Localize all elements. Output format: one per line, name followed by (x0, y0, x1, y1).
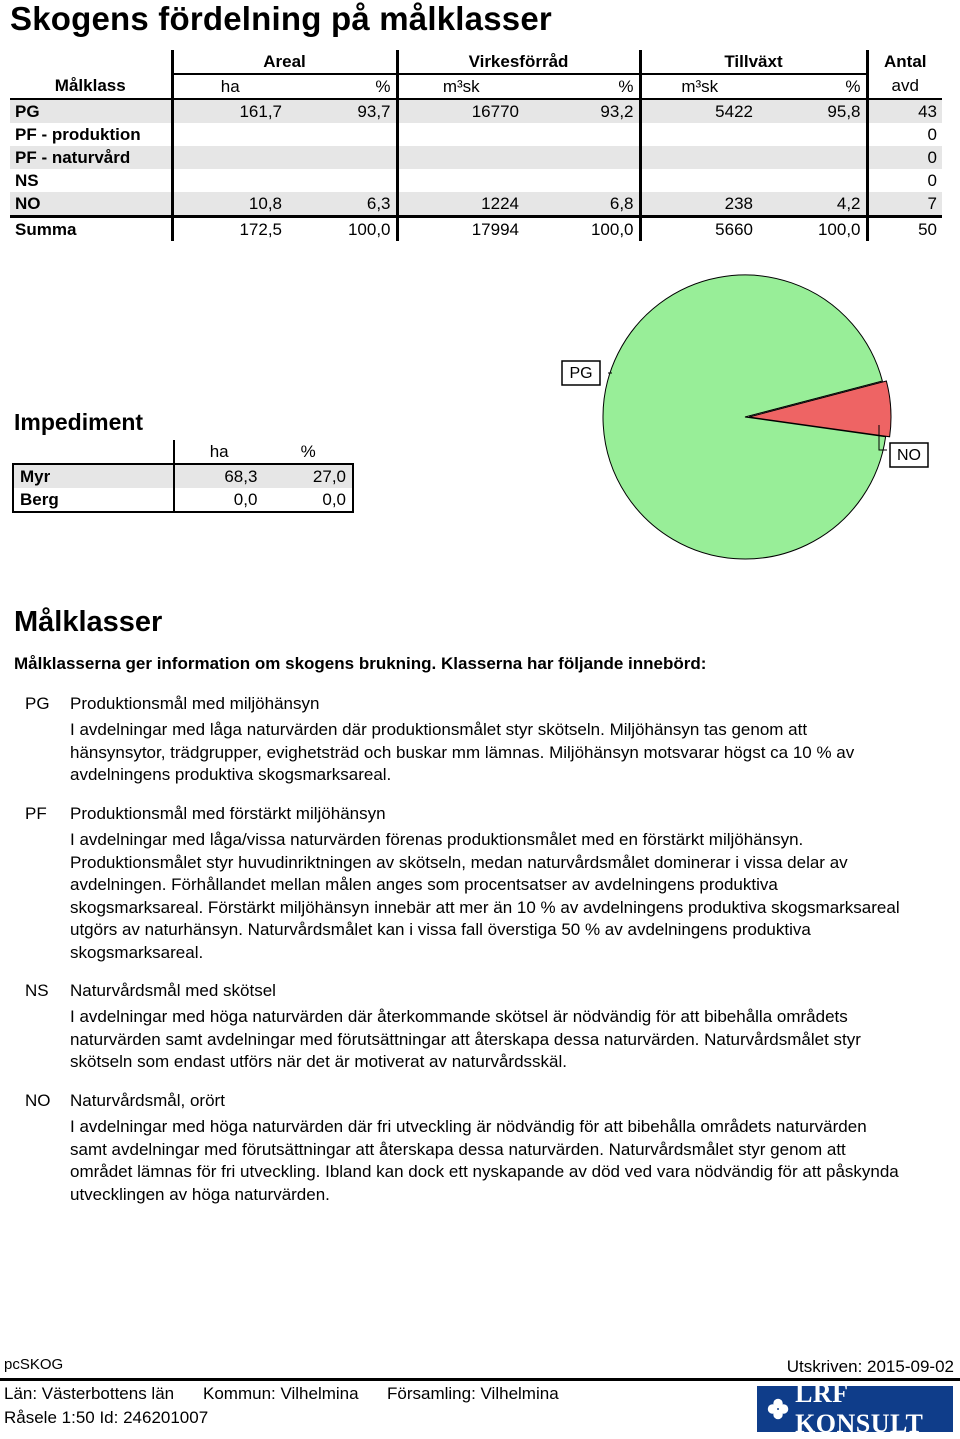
table-cell (397, 146, 524, 169)
group-header-virkesforrad: Virkesförråd (397, 50, 640, 74)
class-title-ns: Naturvårdsmål med skötsel (70, 981, 276, 1000)
row-label: Summa (10, 217, 172, 242)
table-cell: 93,7 (287, 99, 397, 123)
table-cell (640, 169, 758, 192)
page-title: Skogens fördelning på målklasser (10, 0, 552, 37)
table-cell (172, 169, 287, 192)
malklasser-title: Målklasser (14, 606, 163, 638)
class-body-ns: I avdelningar med höga naturvärden där återkommande skötsel är nödvändig för att bibehålla områdets naturvärden samt avdelningar med förutsättningar att återskapa dessa naturvärden. Naturvårdsmålet styr skötseln som endast utförs när det är motiverat av naturvårdsskäl. (70, 1007, 861, 1071)
footer-property: Råsele 1:50 Id: 246201007 (4, 1408, 209, 1427)
class-code-pg: PG (25, 694, 50, 713)
table-cell: 5422 (640, 99, 758, 123)
clover-icon (767, 1395, 789, 1423)
class-title-no: Naturvårdsmål, orört (70, 1091, 225, 1110)
class-title-pf: Produktionsmål med förstärkt miljöhänsyn (70, 804, 386, 823)
table-cell: 100,0 (524, 217, 640, 242)
pie-label-pg: PG (569, 365, 593, 382)
pie-label-no: NO (897, 447, 921, 464)
impediment-row (13, 488, 353, 512)
table-row (10, 192, 942, 217)
table-cell: 100,0 (758, 217, 867, 242)
table-row (10, 99, 942, 123)
footer-forsamling: Församling: Vilhelmina (387, 1384, 559, 1403)
class-body-no: I avdelningar med höga naturvärden där fri utveckling är nödvändig för att bibehålla områdets naturvärden samt avdelningar med förutsättningar att återskapa dessa naturvärden. Naturvårdsmålet styr genom att området lämnas för fri utveckling. Ibland kan dock ett nyskapande av död ved vara nödvändig för att påskynda utvecklingen av höga naturvärden. (70, 1117, 899, 1204)
table-cell: 95,8 (758, 99, 867, 123)
table-cell (524, 169, 640, 192)
table-cell: 6,8 (524, 192, 640, 217)
table-cell (172, 123, 287, 146)
distribution-table (10, 50, 942, 241)
table-row (10, 169, 942, 192)
row-label: Berg (13, 488, 174, 512)
row-label: NO (10, 192, 172, 217)
pie-slices (603, 275, 891, 559)
table-row (10, 123, 942, 146)
table-cell: 16770 (397, 99, 524, 123)
impediment-header-row (13, 440, 353, 464)
table-cell (287, 146, 397, 169)
sub-header-m3sk: m³sk (640, 74, 758, 99)
table-cell: 93,2 (524, 99, 640, 123)
pie-chart (550, 265, 950, 565)
table-cell: 6,3 (287, 192, 397, 217)
row-label: PF - produktion (15, 124, 141, 144)
table-cell: 4,2 (758, 192, 867, 217)
impediment-title: Impediment (14, 409, 144, 435)
class-body-pg: I avdelningar med låga naturvärden där produktionsmålet styr skötseln. Miljöhänsyn tas genom att hänsynsytor, trädgrupper, evighetsträd och buskar mm lämnas. Miljöhänsyn motsvarar högst ca 10 % av avdelningens produktiva skogsmarksareal. (70, 720, 855, 784)
row-label: Myr (13, 464, 174, 488)
malklasser-intro: Målklasserna ger information om skogens brukning. Klasserna har följande innebörd: (14, 654, 707, 673)
class-code-no: NO (25, 1091, 51, 1110)
table-cell (524, 123, 640, 146)
impediment-header-ha: ha (174, 440, 264, 464)
impediment-table (12, 440, 354, 513)
logo-text: LRF KONSULT (795, 1379, 924, 1438)
group-header-antal: Antal (867, 50, 942, 74)
class-title-pg: Produktionsmål med miljöhänsyn (70, 694, 320, 713)
total-row (10, 217, 942, 242)
table-cell (758, 169, 867, 192)
lrf-konsult-logo (757, 1379, 953, 1438)
sub-header-malklass: Målklass (10, 74, 172, 99)
table-cell: 172,5 (172, 217, 287, 242)
table-cell: 27,0 (263, 464, 353, 488)
table-cell: 0,0 (174, 488, 264, 512)
table-cell (172, 146, 287, 169)
table-cell (758, 123, 867, 146)
class-code-ns: NS (25, 981, 49, 1000)
table-cell (287, 169, 397, 192)
table-cell: 0 (867, 169, 942, 192)
table-cell (397, 123, 524, 146)
table-cell (397, 169, 524, 192)
row-label: PG (10, 99, 172, 123)
sub-header-avd: avd (867, 74, 942, 99)
sub-header-m3sk: m³sk (397, 74, 524, 99)
footer-lan: Län: Västerbottens län (4, 1384, 175, 1403)
software-name: pcSKOG (4, 1356, 64, 1373)
table-cell: 43 (867, 99, 942, 123)
table-cell: 7 (867, 192, 942, 217)
table-cell: 0 (867, 123, 942, 146)
impediment-header-pct: % (263, 440, 353, 464)
impediment-row (13, 464, 353, 488)
table-cell: 68,3 (174, 464, 264, 488)
table-cell: 0,0 (263, 488, 353, 512)
class-body-pf: I avdelningar med låga/vissa naturvärden förenas produktionsmålet med en förstärkt miljöhänsyn. Produktionsmålet styr huvudinriktningen av skötseln, medan naturvårdsmålet dominerar i vissa delar av avdelningen. Förhållandet mellan målen anges som procentsatser av avdelningens produktiva skogsmarksareal. Förstärkt miljöhänsyn innebär att mer än 10 % av avdelningens produktiva skogsmarksareal utgörs av naturhänsyn. Naturvårdsmålet kan i vissa fall överstiga 50 % av avdelningens produktiva skogsmarksareal. (70, 830, 900, 962)
sub-header-ha: ha (172, 74, 287, 99)
table-cell: 161,7 (172, 99, 287, 123)
table-cell (640, 123, 758, 146)
table-cell: 5660 (640, 217, 758, 242)
group-header-row (10, 50, 942, 74)
table-cell: 10,8 (172, 192, 287, 217)
group-header-tillvaxt: Tillväxt (640, 50, 867, 74)
table-cell (524, 146, 640, 169)
row-label: PF - naturvård (10, 146, 172, 169)
table-cell (758, 146, 867, 169)
sub-header-pct: % (524, 74, 640, 99)
table-cell (640, 146, 758, 169)
sub-header-row (10, 74, 942, 99)
table-cell (287, 123, 397, 146)
table-row (10, 146, 942, 169)
print-date: Utskriven: 2015-09-02 (786, 1357, 954, 1376)
table-cell: 17994 (397, 217, 524, 242)
table-cell: 0 (867, 146, 942, 169)
footer-kommun: Kommun: Vilhelmina (203, 1384, 359, 1403)
table-cell: 50 (867, 217, 942, 242)
table-cell: 100,0 (287, 217, 397, 242)
class-code-pf: PF (25, 804, 47, 823)
sub-header-pct: % (758, 74, 867, 99)
sub-header-pct: % (287, 74, 397, 99)
group-header-areal: Areal (172, 50, 397, 74)
row-label: NS (15, 170, 39, 190)
table-cell: 238 (640, 192, 758, 217)
table-cell: 1224 (397, 192, 524, 217)
